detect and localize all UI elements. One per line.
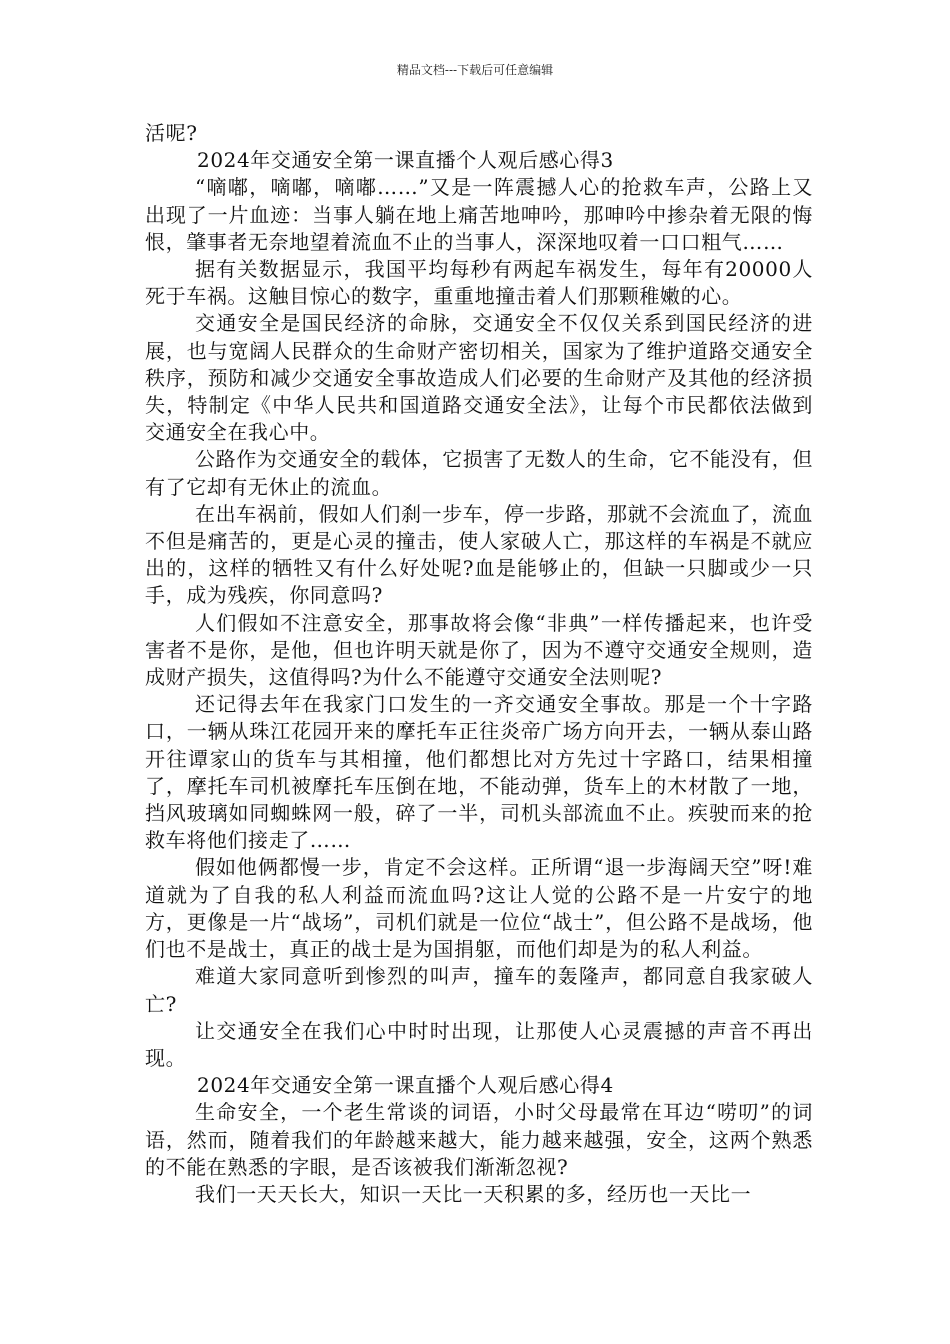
paragraph: 公路作为交通安全的载体，它损害了无数人的生命，它不能没有，但有了它却有无休止的流血。 — [145, 447, 813, 499]
section-heading: 2024年交通安全第一课直播个人观后感心得3 — [197, 148, 614, 173]
page-header: 精品文档---下载后可任意编辑 — [396, 63, 554, 77]
paragraph: 假如他俩都慢一步，肯定不会这样。正所谓“退一步海阔天空”呀!难道就为了自我的私人利益而流血吗?这让人觉的公路不是一片安宁的地方，更像是一片“战场”，司机们就是一位位“战士”，但公路不是战场，他们也不是战士，真正的战士是为国捐躯，而他们却是为的私人利益。 — [145, 855, 813, 962]
paragraph: 活呢? — [145, 121, 198, 145]
paragraph: 交通安全是国民经济的命脉，交通安全不仅仅关系到国民经济的进展，也与宽阔人民群众的生命财产密切相关，国家为了维护道路交通安全秩序，预防和减少交通安全事故造成人们必要的生命财产及其他的经济损失，特制定《中华人民共和国道路交通安全法》，让每个市民都依法做到交通安全在我心中。 — [145, 311, 813, 445]
paragraph: 人们假如不注意安全，那事故将会像“非典”一样传播起来，也许受害者不是你，是他，但也许明天就是你了，因为不遵守交通安全规则，造成财产损失，这值得吗?为什么不能遵守交通安全法则呢? — [145, 610, 813, 690]
paragraph: “嘀嘟，嘀嘟，嘀嘟……”又是一阵震撼人心的抢救车声，公路上又出现了一片血迹：当事人躺在地上痛苦地呻吟，那呻吟中掺杂着无限的悔恨，肇事者无奈地望着流血不止的当事人，深深地叹着一口口粗气…… — [145, 175, 813, 254]
paragraph: 生命安全，一个老生常谈的词语，小时父母最常在耳边“唠叨”的词语，然而，随着我们的年龄越来越大，能力越来越强，安全，这两个熟悉的不能在熟悉的字眼，是否该被我们渐渐忽视? — [145, 1100, 813, 1179]
document-body — [145, 120, 813, 1208]
section-heading: 2024年交通安全第一课直播个人观后感心得4 — [197, 1073, 614, 1098]
paragraph: 还记得去年在我家门口发生的一齐交通安全事故。那是一个十字路口，一辆从珠江花园开来的摩托车正往炎帝广场方向开去，一辆从泰山路开往谭家山的货车与其相撞，他们都想比对方先过十字路口，结果相撞了，摩托车司机被摩托车压倒在地，不能动弹，货车上的木材散了一地，挡风玻璃如同蜘蛛网一般，碎了一半，司机头部流血不止。疾驶而来的抢救车将他们接走了…… — [145, 692, 813, 853]
paragraph: 让交通安全在我们心中时时出现，让那使人心灵震撼的声音不再出现。 — [145, 1018, 813, 1070]
paragraph: 据有关数据显示，我国平均每秒有两起车祸发生，每年有20000人死于车祸。这触目惊心的数字，重重地撞击着人们那颗稚嫩的心。 — [145, 257, 813, 309]
paragraph: 难道大家同意听到惨烈的叫声，撞车的轰隆声，都同意自我家破人亡? — [145, 964, 813, 1016]
paragraph: 我们一天天长大，知识一天比一天积累的多，经历也一天比一 — [195, 1181, 752, 1206]
paragraph: 在出车祸前，假如人们刹一步车，停一步路，那就不会流血了，流血不但是痛苦的，更是心灵的撞击，使人家破人亡，那这样的车祸是不就应出的，这样的牺牲又有什么好处呢?血是能够止的，但缺一只脚或少一只手，成为残疾，你同意吗? — [145, 501, 813, 608]
